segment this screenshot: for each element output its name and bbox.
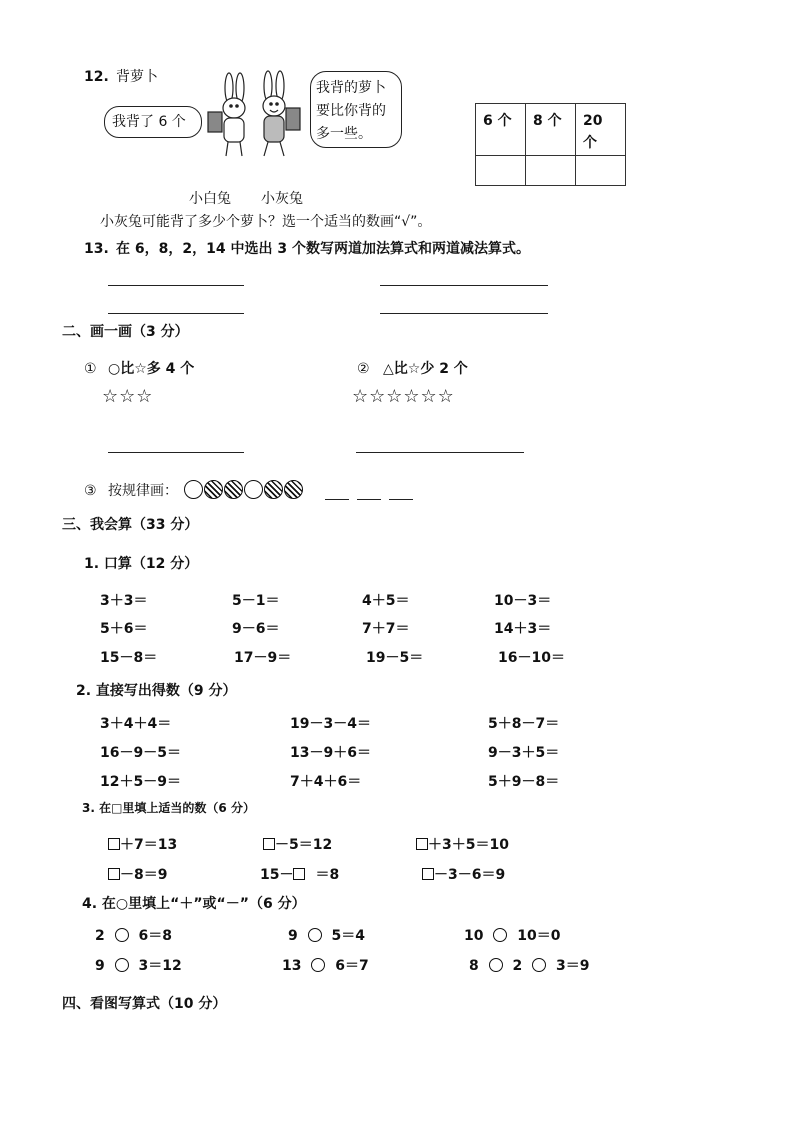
part3-title: 3. 在□里填上适当的数（6 分）: [82, 801, 255, 815]
item2-number: ②: [357, 361, 370, 377]
item2-stars: ☆☆☆☆☆☆: [352, 386, 455, 407]
answer-box[interactable]: [416, 838, 428, 850]
drawing-line[interactable]: [108, 452, 244, 453]
sign-2-3-c: 3＝9: [556, 958, 590, 974]
mixed-1-3: 5＋8－7＝: [488, 716, 560, 732]
fill-1-2: [263, 838, 332, 852]
q13-text: 在 6，8，2，14 中选出 3 个数写两道加法算式和两道减法算式。: [116, 241, 530, 257]
fill-2-2-text-b: ＝8: [315, 867, 340, 883]
sign-circle[interactable]: [489, 958, 503, 972]
calc-3-4: 16－10＝: [498, 650, 565, 666]
option-table: [475, 103, 626, 186]
mixed-2-1: 16－9－5＝: [100, 745, 181, 761]
sign-2-3-b: 2: [512, 958, 523, 974]
sign-1-2-b: 5＝4: [331, 928, 365, 944]
fill-1-3-text: ＋3＋5＝10: [428, 837, 509, 853]
right-bubble-line-1: 我背的萝卜: [316, 80, 386, 96]
fill-1-1: [108, 838, 177, 852]
circle-hatched-icon: [284, 480, 303, 499]
calc-2-2: 9－6＝: [232, 621, 280, 637]
label-white-rabbit: 小白兔: [189, 191, 231, 207]
sign-1-3-b: 10＝0: [517, 928, 561, 944]
part4-title: 4. 在○里填上“＋”或“－”（6 分）: [82, 896, 306, 912]
circle-hatched-icon: [224, 480, 243, 499]
circle-plain-icon: [244, 480, 263, 499]
sign-1-3: [464, 928, 560, 943]
calc-3-3: 19－5＝: [366, 650, 424, 666]
sign-2-1-b: 3＝12: [138, 958, 182, 974]
left-bubble-text: 我背了 6 个: [112, 114, 186, 130]
right-bubble-line-3: 多一些。: [316, 126, 372, 142]
q12-title: 背萝卜: [116, 69, 158, 85]
option-20-label: 20 个: [583, 113, 603, 152]
mixed-2-2: 13－9＋6＝: [290, 745, 371, 761]
calc-1-1: 3＋3＝: [100, 593, 148, 609]
answer-box[interactable]: [108, 838, 120, 850]
answer-line[interactable]: [108, 285, 244, 286]
white-rabbit-icon: [208, 73, 245, 156]
sign-2-2-a: 13: [282, 958, 302, 974]
mixed-3-1: 12＋5－9＝: [100, 774, 181, 790]
fill-2-1-text: －8＝9: [120, 867, 168, 883]
sign-2-1-a: 9: [95, 958, 105, 974]
option-8: 8 个: [526, 104, 576, 156]
pattern-blank[interactable]: [357, 499, 381, 500]
fill-1-1-text: ＋7＝13: [120, 837, 178, 853]
check-cell-8[interactable]: [526, 155, 576, 185]
pattern-circles: [184, 480, 304, 499]
answer-line[interactable]: [380, 313, 548, 314]
section3-title: 三、我会算（33 分）: [62, 517, 199, 533]
right-bubble-line-2: 要比你背的: [316, 103, 386, 119]
sign-1-1-a: 2: [95, 928, 105, 944]
right-speech-bubble: [310, 71, 402, 148]
q12-number: 12.: [84, 69, 109, 85]
calc-3-1: 15－8＝: [100, 650, 158, 666]
circle-hatched-icon: [264, 480, 283, 499]
sign-2-3-a: 8: [469, 958, 479, 974]
check-cell-20[interactable]: [576, 155, 626, 185]
item1-stars: ☆☆☆: [102, 386, 154, 407]
item2-text: △比☆少 2 个: [383, 361, 468, 377]
sign-1-2: [288, 928, 365, 943]
check-cell-6[interactable]: [476, 155, 526, 185]
sign-circle[interactable]: [308, 928, 322, 942]
rabbits-illustration: [198, 68, 310, 160]
mixed-3-3: 5＋9－8＝: [488, 774, 560, 790]
sign-circle[interactable]: [493, 928, 507, 942]
left-speech-bubble: [104, 106, 202, 138]
mixed-1-2: 19－3－4＝: [290, 716, 371, 732]
q12-question: 小灰兔可能背了多少个萝卜？选一个适当的数画“√”。: [100, 214, 432, 230]
part1-title: 1. 口算（12 分）: [84, 556, 199, 572]
item3-number: ③: [84, 483, 97, 499]
sign-2-1: [95, 958, 182, 973]
mixed-2-3: 9－3＋5＝: [488, 745, 560, 761]
drawing-line[interactable]: [356, 452, 524, 453]
calc-3-2: 17－9＝: [234, 650, 292, 666]
sign-1-3-a: 10: [464, 928, 484, 944]
fill-2-2-text-a: 15－: [260, 867, 294, 883]
sign-circle[interactable]: [311, 958, 325, 972]
answer-line[interactable]: [108, 313, 244, 314]
answer-line[interactable]: [380, 285, 548, 286]
sign-circle[interactable]: [115, 928, 129, 942]
calc-2-3: 7＋7＝: [362, 621, 410, 637]
sign-1-1: [95, 928, 172, 943]
fill-2-3: [422, 868, 505, 882]
answer-box[interactable]: [108, 868, 120, 880]
section4-title: 四、看图写算式（10 分）: [62, 996, 227, 1012]
answer-box[interactable]: [293, 868, 305, 880]
circle-hatched-icon: [204, 480, 223, 499]
fill-2-1: [108, 868, 167, 882]
calc-1-3: 4＋5＝: [362, 593, 410, 609]
q13-number: 13.: [84, 241, 109, 257]
part2-title: 2. 直接写出得数（9 分）: [76, 683, 237, 699]
mixed-3-2: 7＋4＋6＝: [290, 774, 362, 790]
item3-text: 按规律画：: [108, 483, 178, 499]
pattern-blank[interactable]: [389, 499, 413, 500]
calc-1-4: 10－3＝: [494, 593, 552, 609]
calc-1-2: 5－1＝: [232, 593, 280, 609]
item1-number: ①: [84, 361, 97, 377]
option-6: 6 个: [476, 104, 526, 156]
sign-1-1-b: 6＝8: [138, 928, 172, 944]
pattern-blank[interactable]: [325, 499, 349, 500]
gray-rabbit-icon: [263, 71, 300, 156]
section2-title: 二、画一画（3 分）: [62, 324, 189, 340]
circle-plain-icon: [184, 480, 203, 499]
sign-2-3: [469, 958, 589, 973]
item1-text: ○比☆多 4 个: [108, 361, 195, 377]
sign-1-2-a: 9: [288, 928, 298, 944]
fill-1-3: [416, 838, 509, 852]
answer-box[interactable]: [263, 838, 275, 850]
fill-2-2: [260, 868, 339, 882]
mixed-1-1: 3＋4＋4＝: [100, 716, 172, 732]
sign-circle[interactable]: [532, 958, 546, 972]
answer-box[interactable]: [422, 868, 434, 880]
fill-2-3-text: －3－6＝9: [434, 867, 506, 883]
sign-2-2: [282, 958, 369, 973]
fill-1-2-text: －5＝12: [275, 837, 333, 853]
option-20: [576, 104, 626, 156]
calc-2-4: 14＋3＝: [494, 621, 552, 637]
sign-2-2-b: 6＝7: [335, 958, 369, 974]
sign-circle[interactable]: [115, 958, 129, 972]
calc-2-1: 5＋6＝: [100, 621, 148, 637]
label-gray-rabbit: 小灰兔: [261, 191, 303, 207]
